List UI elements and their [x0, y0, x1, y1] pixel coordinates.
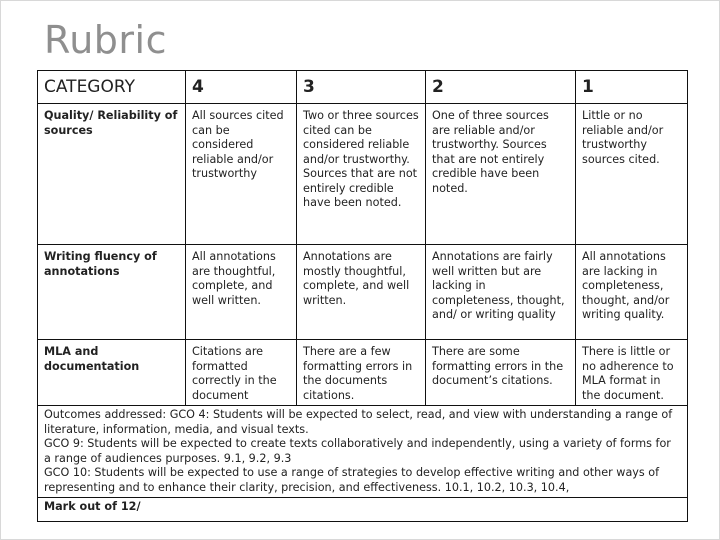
- table-cell: One of three sources are reliable and/or trustworthy. Sources that are not entirely credible have been noted.: [426, 104, 576, 245]
- table-cell: Little or no reliable and/or trustworthy sources cited.: [576, 104, 688, 245]
- outcomes-row: [38, 406, 688, 498]
- outcome-text: GCO 10: Students will be expected to use a range of strategies to develop effective writing and other ways of representing and to enhance their clarity, precision, and effectiveness. 10.1, 10.2, 10.3, 10.4,: [44, 466, 660, 494]
- table-cell: All annotations are thoughtful, complete, and well written.: [186, 245, 297, 340]
- table-cell: Annotations are fairly well written but are lacking in completeness, thought, and/ or writing quality: [426, 245, 576, 340]
- header-category: CATEGORY: [38, 71, 186, 104]
- header-score-3: 3: [297, 71, 426, 104]
- outcome-text: GCO 9: Students will be expected to create texts collaboratively and independently, using a variety of forms for a range of audiences purposes. 9.1, 9.2, 9.3: [44, 437, 671, 465]
- table-cell: Citations are formatted correctly in the document: [186, 340, 297, 406]
- table-row-writing-fluency: [38, 245, 688, 340]
- row-category: MLA and documentation: [38, 340, 186, 406]
- mark-cell: Mark out of 12/: [38, 498, 688, 522]
- rubric-table: [37, 70, 688, 522]
- mark-row: [38, 498, 688, 522]
- header-score-2: 2: [426, 71, 576, 104]
- table-cell: Two or three sources cited can be considered reliable and/or trustworthy. Sources that are not entirely credible have been noted.: [297, 104, 426, 245]
- row-category: Writing fluency of annotations: [38, 245, 186, 340]
- table-cell: There is little or no adherence to MLA format in the document.: [576, 340, 688, 406]
- table-cell: All annotations are lacking in completeness, thought, and/or writing quality.: [576, 245, 688, 340]
- table-cell: There are some formatting errors in the document’s citations.: [426, 340, 576, 406]
- table-header-row: [38, 71, 688, 104]
- table-cell: All sources cited can be considered reliable and/or trustworthy: [186, 104, 297, 245]
- row-category: Quality/ Reliability of sources: [38, 104, 186, 245]
- outcomes-cell: [38, 406, 688, 498]
- outcome-text: Outcomes addressed: GCO 4: Students will be expected to select, read, and view with understanding a range of literature, information, media, and visual texts.: [44, 408, 673, 436]
- table-cell: There are a few formatting errors in the documents citations.: [297, 340, 426, 406]
- table-cell: Annotations are mostly thoughtful, complete, and well written.: [297, 245, 426, 340]
- page-title: Rubric: [44, 18, 167, 62]
- table-row-quality: [38, 104, 688, 245]
- header-score-1: 1: [576, 71, 688, 104]
- table-row-mla: [38, 340, 688, 406]
- header-score-4: 4: [186, 71, 297, 104]
